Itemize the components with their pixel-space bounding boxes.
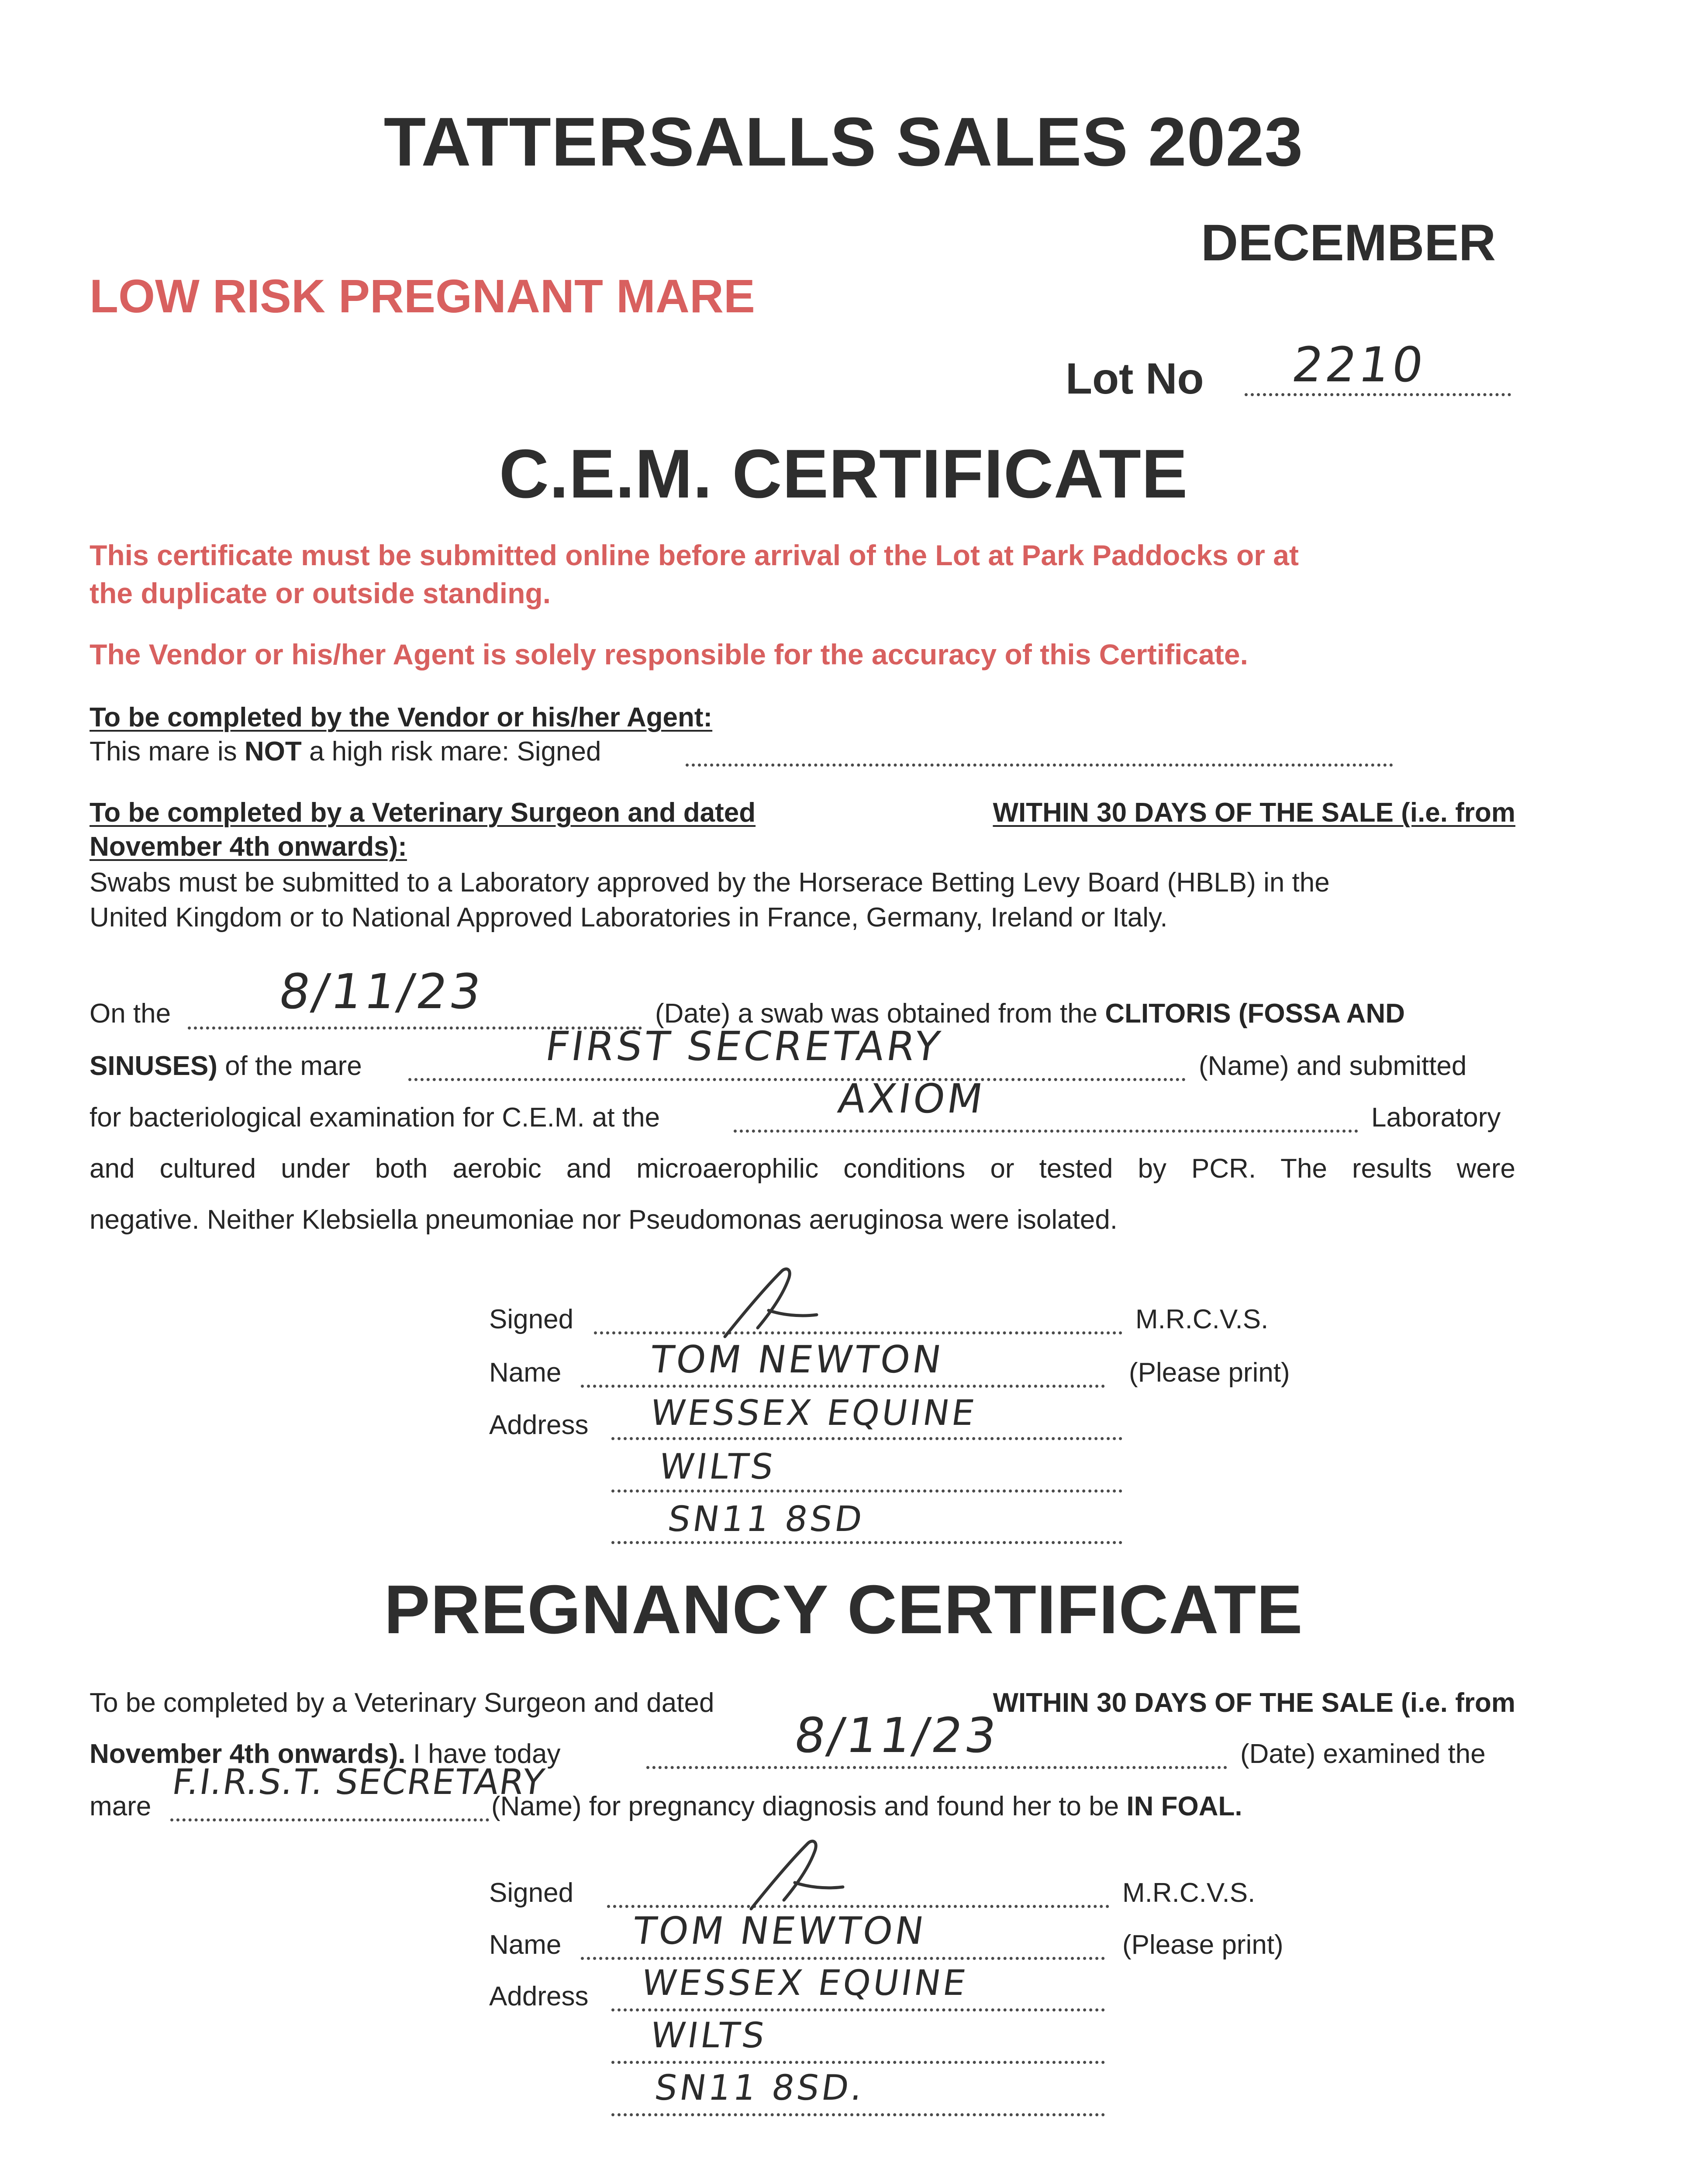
pregnancy-diagnosis-text-a: (Name) for pregnancy diagnosis and found her to be (491, 1791, 1127, 1821)
cem-name-label: Name (489, 1358, 562, 1388)
responsibility-notice: The Vendor or his/her Agent is solely responsible for the accuracy of this Certificate. (90, 638, 1248, 670)
swabs-text-line2: United Kingdom or to National Approved Laboratories in France, Germany, Ireland or Italy. (90, 902, 1168, 933)
cem-please-print: (Please print) (1129, 1358, 1290, 1388)
cem-mrcvs-label: M.R.C.V.S. (1135, 1304, 1269, 1334)
bacteriological-text: for bacteriological examination for C.E.M. at the (90, 1102, 660, 1133)
pregnancy-mare-label: mare (90, 1791, 152, 1821)
preg-address-line3-field[interactable] (611, 2113, 1105, 2116)
mare-category: LOW RISK PREGNANT MARE (90, 270, 755, 322)
preg-address-line2-value: WILTS (648, 2015, 770, 2056)
of-the-mare-text: of the mare (217, 1051, 362, 1081)
vet-heading-text-a: To be completed by a Veterinary Surgeon and dated (90, 798, 756, 828)
preg-address-line1-field[interactable] (611, 2008, 1105, 2011)
pregnancy-text-today: I have today (405, 1739, 561, 1769)
cem-address-line1-field[interactable] (611, 1437, 1122, 1440)
swab-obtained-text-a: (Date) a swab was obtained from the (655, 999, 1105, 1029)
pregnancy-mare-name-field[interactable] (170, 1818, 489, 1821)
preg-vet-name-value: TOM NEWTON (630, 1909, 929, 1953)
on-the-label: On the (90, 999, 171, 1029)
swabs-text-line1: Swabs must be submitted to a Laboratory approved by the Horserace Betting Levy Board (HBLB) in the (90, 867, 1330, 898)
pregnancy-text-a: To be completed by a Veterinary Surgeon and dated (90, 1688, 714, 1718)
name-and-submitted-text: (Name) and submitted (1199, 1051, 1467, 1081)
cem-vet-signature (716, 1262, 847, 1350)
pregnancy-heading: PREGNANCY CERTIFICATE (384, 1571, 1303, 1648)
pregnancy-text-b: WITHIN 30 DAYS OF THE SALE (i.e. from (993, 1688, 1515, 1718)
document-title: TATTERSALLS SALES 2023 (383, 104, 1304, 180)
in-foal-text: IN FOAL. (1126, 1791, 1242, 1821)
preg-mrcvs-label: M.R.C.V.S. (1122, 1878, 1256, 1908)
cem-address-line3-field[interactable] (611, 1541, 1122, 1544)
preg-name-label: Name (489, 1930, 562, 1960)
cultured-text: and cultured under both aerobic and microaerophilic conditions or tested by PCR. The results were (90, 1154, 1515, 1184)
vendor-declaration-not: NOT (244, 736, 302, 767)
pregnancy-date-value: 8/11/23 (791, 1707, 1003, 1763)
cem-address-line2-field[interactable] (611, 1489, 1122, 1493)
preg-vet-signature (742, 1835, 873, 1922)
vendor-declaration-text-a: This mare is (90, 736, 245, 767)
vet-section-heading-line2: November 4th onwards): (90, 832, 407, 862)
laboratory-label: Laboratory (1371, 1102, 1501, 1133)
cem-heading: C.E.M. CERTIFICATE (499, 435, 1188, 512)
pregnancy-text-nov: November 4th onwards). (90, 1739, 406, 1769)
pregnancy-mare-name-value: F.I.R.S.T. SECRETARY (169, 1762, 548, 1802)
submission-notice-line1: This certificate must be submitted online before arrival of the Lot at Park Paddocks or at (90, 539, 1299, 571)
sale-month: DECEMBER (1201, 214, 1496, 272)
preg-address-line2-field[interactable] (611, 2061, 1105, 2064)
vet-section-heading-line1 (90, 799, 1515, 826)
swab-date-value: 8/11/23 (276, 964, 487, 1019)
cem-address-line1-value: WESSEX EQUINE (648, 1393, 980, 1433)
preg-address-line1-value: WESSEX EQUINE (639, 1963, 971, 2003)
pregnancy-examined-text: (Date) examined the (1240, 1739, 1486, 1769)
submission-notice-line2: the duplicate or outside standing. (90, 577, 551, 609)
vendor-section-heading: To be completed by the Vendor or his/her Agent: (90, 702, 713, 733)
preg-address-line3-value: SN11 8SD. (652, 2067, 868, 2108)
laboratory-name-field[interactable] (734, 1130, 1358, 1133)
preg-signed-label: Signed (489, 1878, 574, 1908)
sinuses-line (90, 1053, 362, 1080)
cem-signed-label: Signed (489, 1304, 574, 1334)
lot-number-field[interactable] (1066, 337, 1515, 406)
cem-address-line2-value: WILTS (656, 1446, 779, 1487)
pregnancy-date-field[interactable] (646, 1766, 1227, 1769)
vendor-signature-field[interactable] (686, 764, 1393, 767)
vendor-declaration (90, 738, 601, 765)
cem-vet-name-value: TOM NEWTON (647, 1338, 947, 1382)
swab-site-text: CLITORIS (FOSSA AND (1105, 999, 1405, 1029)
lot-number-value: 2210 (1289, 337, 1429, 393)
cem-mare-name-field[interactable] (408, 1078, 1186, 1081)
preg-vet-name-field[interactable] (581, 1957, 1105, 1960)
cem-address-label: Address (489, 1410, 589, 1440)
cem-address-line3-value: SN11 8SD (665, 1499, 867, 1539)
cem-signature-field[interactable] (594, 1331, 1122, 1334)
vendor-declaration-text-b: a high risk mare: Signed (301, 736, 601, 767)
cem-vet-name-field[interactable] (581, 1385, 1105, 1388)
preg-address-label: Address (489, 1981, 589, 2011)
cem-mare-name-value: FIRST SECRETARY (542, 1023, 945, 1070)
sinuses-text: SINUSES) (90, 1051, 217, 1081)
vet-heading-text-b: WITHIN 30 DAYS OF THE SALE (i.e. from (993, 798, 1515, 828)
lot-number-label: Lot No (1066, 354, 1204, 403)
preg-please-print: (Please print) (1122, 1930, 1283, 1960)
negative-result-text: negative. Neither Klebsiella pneumoniae nor Pseudomonas aeruginosa were isolated. (90, 1205, 1118, 1235)
laboratory-name-value: AXIOM (835, 1075, 988, 1122)
pregnancy-diagnosis-text (491, 1793, 1242, 1820)
